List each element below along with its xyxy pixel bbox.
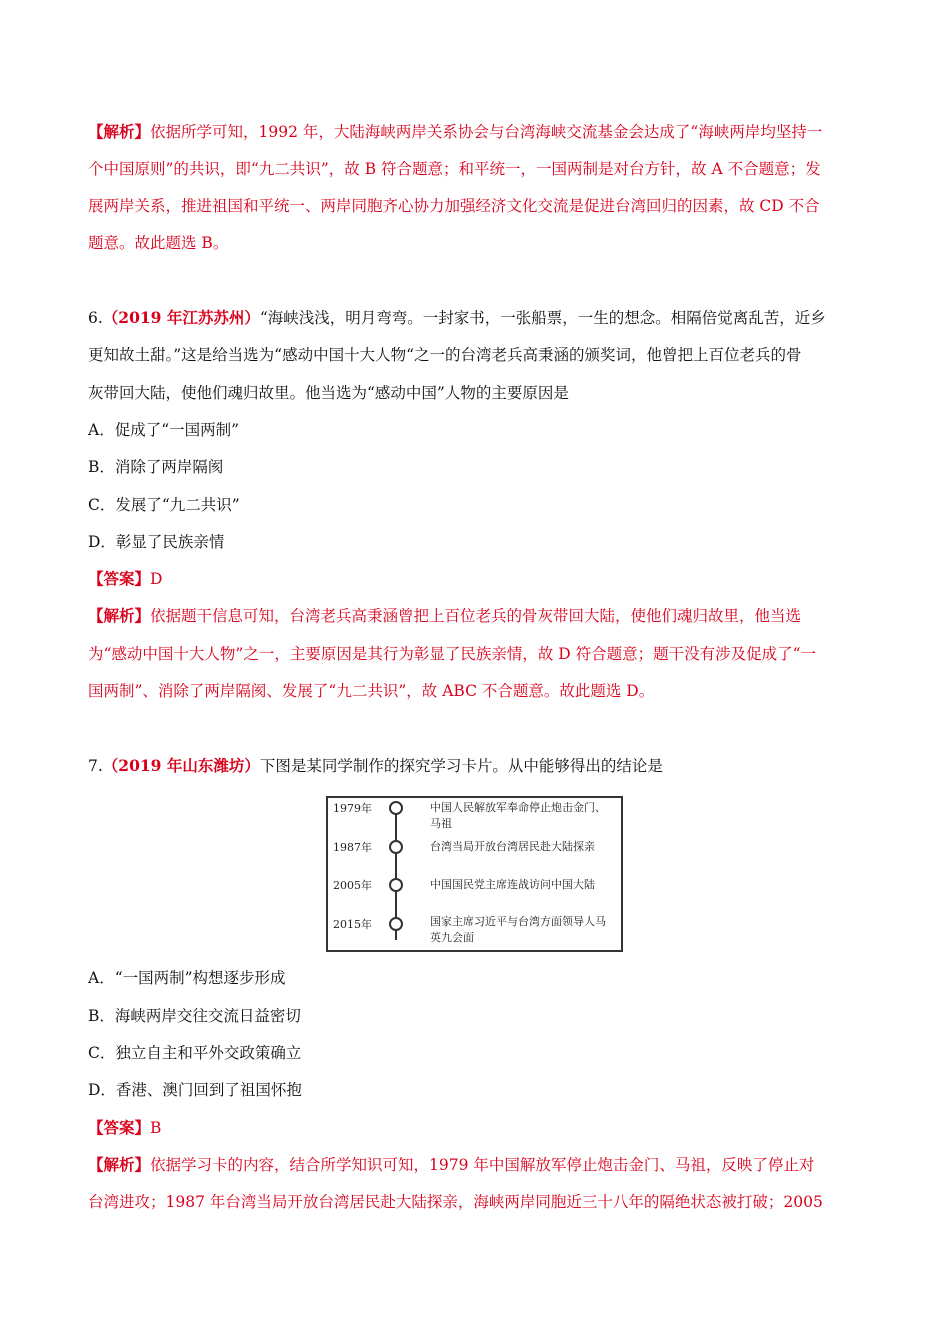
option-c: C．发展了“九二共识” — [88, 496, 240, 514]
option-b: B．消除了两岸隔阂 — [88, 458, 224, 476]
analysis-tag: 【解析】 — [88, 606, 151, 625]
timeline-year: 1979年 — [333, 802, 372, 815]
answer-value: D — [150, 570, 163, 588]
question-6-stem: 6.（2019 年江苏苏州）“海峡浅浅，明月弯弯。一封家书，一张船票，一生的想念。相隔倍觉离乱苦，近乡 — [88, 308, 826, 327]
timeline-node — [389, 840, 403, 854]
timeline-event: 台湾当局开放台湾居民赴大陆探亲 — [430, 840, 595, 853]
analysis-line: 【解析】依据学习卡的内容，结合所学知识可知，1979 年中国解放军停止炮击金门、马祖，反映了停止对 — [88, 1155, 815, 1174]
question-6-stem-line: 更知故土甜。”这是给当选为“感动中国十大人物“之一的台湾老兵高秉涵的颁奖词，他曾把上百位老兵的骨 — [88, 346, 802, 364]
timeline-node — [389, 878, 403, 892]
option-d: D．彰显了民族亲情 — [88, 533, 225, 551]
analysis-tag: 【解析】 — [88, 1155, 151, 1174]
analysis-line: 个中国原则”的共识，即“九二共识”，故 B 符合题意；和平统一，一国两制是对台方针，故 A 不合题意；发 — [88, 160, 821, 178]
option-a: A．“一国两制”构想逐步形成 — [88, 969, 286, 987]
analysis-line: 【解析】依据所学可知，1992 年，大陆海峡两岸关系协会与台湾海峡交流基金会达成了“海峡两岸均坚持一 — [88, 122, 823, 141]
question-7-stem: 7.（2019 年山东潍坊）下图是某同学制作的探究学习卡片。从中能够得出的结论是 — [88, 756, 663, 775]
timeline-year: 2005年 — [333, 879, 372, 892]
option-d: D．香港、澳门回到了祖国怀抱 — [88, 1081, 302, 1099]
timeline-event: 中国人民解放军奉命停止炮击金门、马祖 — [430, 801, 606, 830]
timeline-node — [389, 917, 403, 931]
question-number: 6. — [88, 309, 103, 327]
timeline-year: 2015年 — [333, 918, 372, 931]
analysis-line: 为“感动中国十大人物”之一，主要原因是其行为彰显了民族亲情，故 D 符合题意；题干没有涉及促成了“一 — [88, 645, 817, 663]
analysis-line: 台湾进攻；1987 年台湾当局开放台湾居民赴大陆探亲，海峡两岸同胞近三十八年的隔绝状态被打破；2005 — [88, 1193, 823, 1211]
answer-line — [88, 1118, 161, 1138]
analysis-line: 展两岸关系，推进祖国和平统一、两岸同胞齐心协力加强经济文化交流是促进台湾回归的因素，故 CD 不合 — [88, 197, 820, 215]
option-a: A．促成了“一国两制” — [88, 421, 240, 439]
question-source: （2019 年江苏苏州） — [102, 308, 260, 327]
option-b: B．海峡两岸交往交流日益密切 — [88, 1007, 301, 1025]
analysis-line: 题意。故此题选 B。 — [88, 234, 229, 252]
answer-tag: 【答案】 — [88, 1118, 151, 1137]
question-6-stem-line: 灰带回大陆，使他们魂归故里。他当选为“感动中国”人物的主要原因是 — [88, 384, 569, 402]
timeline-event: 中国国民党主席连战访问中国大陆 — [430, 878, 595, 891]
answer-tag: 【答案】 — [88, 569, 151, 588]
answer-value: B — [150, 1119, 162, 1137]
analysis-tag: 【解析】 — [88, 122, 151, 141]
timeline-event: 国家主席习近平与台湾方面领导人马英九会面 — [430, 915, 606, 944]
analysis-line: 国两制”、消除了两岸隔阂、发展了“九二共识”，故 ABC 不合题意。故此题选 D。 — [88, 682, 655, 700]
question-number: 7. — [88, 757, 103, 775]
timeline-node — [389, 801, 403, 815]
option-c: C．独立自主和平外交政策确立 — [88, 1044, 302, 1062]
timeline-year: 1987年 — [333, 841, 372, 854]
question-source: （2019 年山东潍坊） — [102, 756, 260, 775]
analysis-line: 【解析】依据题干信息可知，台湾老兵高秉涵曾把上百位老兵的骨灰带回大陆，使他们魂归故里，他当选 — [88, 606, 802, 625]
answer-line — [88, 569, 162, 589]
